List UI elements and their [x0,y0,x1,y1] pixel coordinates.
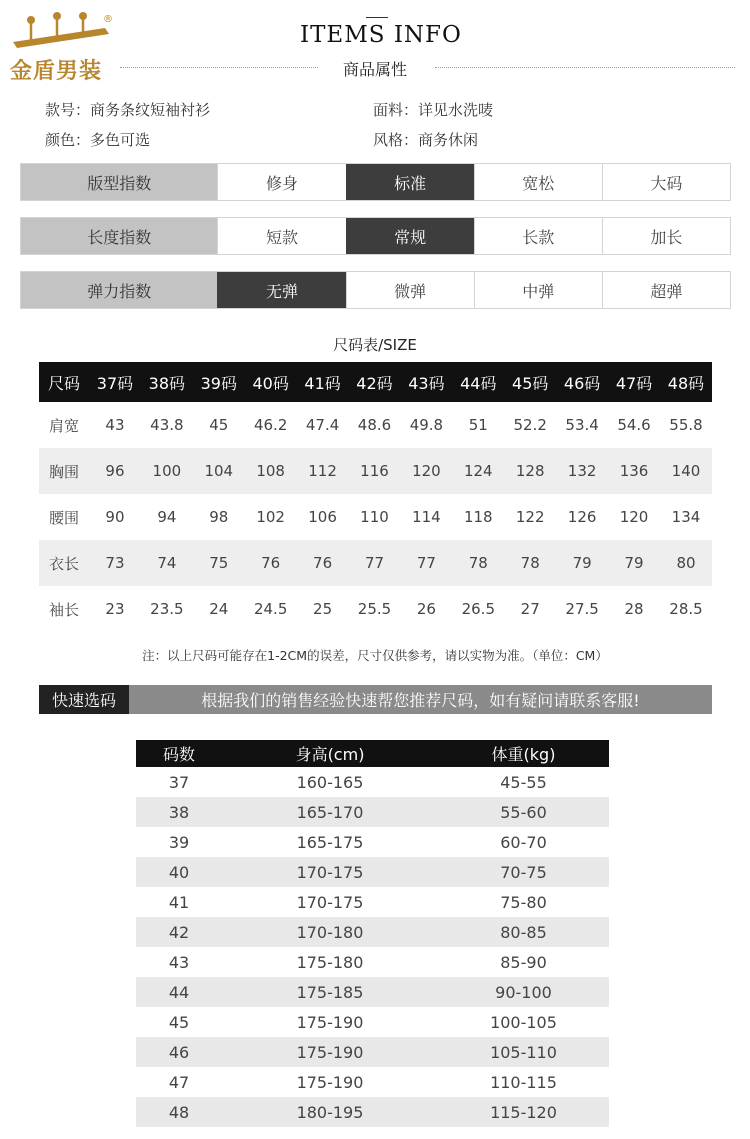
table-row [39,402,712,448]
table-cell: 23.5 [150,600,184,618]
rec-height: 175-190 [296,1072,364,1092]
table-cell: 104 [193,448,245,494]
table-row [39,540,712,586]
fit-index-row [20,163,731,201]
table-cell: 77 [400,540,452,586]
stretch-option-medium: 中弹 [474,272,602,308]
table-cell: 94 [157,508,177,526]
rec-size: 37 [168,772,190,792]
rec-weight: 90-100 [438,977,609,1007]
rec-weight: 85-90 [500,952,547,972]
rec-header-row [136,740,609,767]
row-label-chest: 胸围 [39,448,89,494]
table-cell: 78 [504,540,556,586]
size-header-cell: 40码 [245,362,297,402]
rec-size: 48 [136,1097,222,1127]
quick-pick-label: 快速选码 [39,685,129,714]
rec-size: 46 [136,1037,222,1067]
fit-option-loose: 宽松 [474,164,602,200]
table-cell: 43.8 [150,416,184,434]
table-row [136,1007,609,1037]
table-cell: 23 [105,600,125,618]
table-cell: 45 [209,416,229,434]
rec-weight: 45-55 [500,772,547,792]
table-cell: 25 [313,600,333,618]
rec-height: 170-175 [296,892,364,912]
table-row [136,857,609,887]
size-chart-title: 尺码表/SIZE [333,336,417,354]
fit-option-standard: 标准 [346,164,474,200]
table-cell: 49.8 [409,416,444,434]
table-cell: 128 [504,448,556,494]
rec-weight: 55-60 [438,797,609,827]
table-cell: 80 [660,540,712,586]
size-header-cell: 尺码 [39,362,89,402]
table-row [39,448,712,494]
size-header-cell: 42码 [349,362,401,402]
rec-size: 39 [168,832,190,852]
rec-weight: 110-115 [490,1072,557,1092]
table-cell: 48.6 [357,416,392,434]
table-row [136,917,609,947]
table-cell: 122 [515,508,545,526]
fit-index-label: 版型指数 [21,164,217,200]
table-cell: 90 [105,508,125,526]
table-cell: 102 [256,508,285,526]
attr-color: 颜色：多色可选 [45,131,151,149]
table-row [39,586,712,632]
table-cell: 134 [671,508,701,526]
attr-fabric: 面料：详见水洗唛 [373,101,494,119]
rec-height: 180-195 [222,1097,438,1127]
table-cell: 126 [567,508,597,526]
table-cell: 116 [349,448,401,494]
quick-pick-text: 根据我们的销售经验快速帮您推荐尺码，如有疑问请联系客服! [201,691,640,710]
table-cell: 79 [556,540,608,586]
table-cell: 54.6 [617,416,651,434]
table-cell: 114 [412,508,441,526]
dotted-divider-right [435,67,735,68]
quick-pick-bar [39,685,712,714]
table-cell: 26 [416,600,436,618]
rec-weight: 105-110 [438,1037,609,1067]
table-cell: 112 [297,448,349,494]
table-cell: 140 [660,448,712,494]
table-cell: 47.4 [305,416,340,434]
table-cell: 25.5 [357,600,392,618]
size-header-cell: 39码 [193,362,245,402]
table-row [136,977,609,1007]
fit-option-slim: 修身 [217,164,345,200]
rec-height: 175-180 [296,952,364,972]
row-label-waist: 腰围 [48,508,79,527]
stretch-index-row [20,271,731,309]
rec-weight: 80-85 [438,917,609,947]
length-option-long: 长款 [474,218,602,254]
stretch-option-super: 超弹 [602,272,730,308]
dotted-divider-left [120,67,318,68]
size-header-cell: 44码 [452,362,504,402]
table-cell: 98 [209,508,229,526]
table-cell: 26.5 [461,600,495,618]
size-header-cell: 46码 [556,362,608,402]
rec-size: 44 [136,977,222,1007]
rec-height: 175-190 [296,1012,364,1032]
size-header-cell: 37码 [89,362,141,402]
table-cell: 77 [349,540,401,586]
rec-header-size: 码数 [136,740,222,767]
table-cell: 28.5 [669,600,703,618]
rec-size: 42 [136,917,222,947]
crown-icon [5,8,115,54]
table-cell: 108 [245,448,297,494]
row-label-length: 衣长 [39,540,89,586]
table-row [136,1067,609,1097]
rec-header-height: 身高(cm) [222,740,438,767]
table-cell: 120 [400,448,452,494]
table-cell: 100 [141,448,193,494]
table-cell: 24 [209,600,229,618]
length-index-label: 长度指数 [21,218,217,254]
size-chart-table [39,362,712,632]
table-row [39,494,712,540]
table-cell: 132 [556,448,608,494]
page-title-en: ITEMS INFO [300,22,462,48]
table-row [136,797,609,827]
table-cell: 73 [89,540,141,586]
table-cell: 27.5 [565,600,599,618]
table-cell: 76 [297,540,349,586]
rec-size: 40 [136,857,222,887]
length-index-row [20,217,731,255]
stretch-index-label: 弹力指数 [21,272,217,308]
table-row [136,767,609,797]
rec-weight: 75-80 [500,892,547,912]
size-header-cell: 47码 [608,362,660,402]
table-row [136,887,609,917]
table-cell: 78 [452,540,504,586]
length-option-extra-long: 加长 [602,218,730,254]
rec-size: 45 [168,1012,190,1032]
table-cell: 51 [468,416,488,434]
table-cell: 43 [105,416,125,434]
rec-weight: 100-105 [490,1012,557,1032]
table-cell: 136 [608,448,660,494]
table-cell: 118 [463,508,493,526]
size-header-cell: 48码 [660,362,712,402]
table-cell: 52.2 [513,416,547,434]
table-cell: 53.4 [565,416,599,434]
table-cell: 124 [452,448,504,494]
attr-style: 风格：商务休闲 [373,131,479,149]
table-row [136,947,609,977]
table-cell: 75 [193,540,245,586]
rec-header-weight: 体重(kg) [438,740,609,767]
rec-size: 41 [168,892,190,912]
size-recommendation-table [136,740,609,1127]
rec-height: 165-170 [222,797,438,827]
table-cell: 110 [360,508,389,526]
fit-option-plus: 大码 [602,164,730,200]
table-row [136,1037,609,1067]
table-cell: 55.8 [669,416,703,434]
table-cell: 24.5 [253,600,288,618]
size-header-cell: 43码 [400,362,452,402]
stretch-option-slight: 微弹 [346,272,474,308]
rec-height: 170-180 [222,917,438,947]
table-cell: 46.2 [253,416,288,434]
rec-height: 165-175 [296,832,364,852]
table-cell: 74 [141,540,193,586]
table-cell: 96 [89,448,141,494]
rec-size: 43 [168,952,190,972]
size-chart-note: 注：以上尺码可能存在1-2CM的误差，尺寸仅供参考，请以实物为准。（单位：CM） [142,648,608,663]
registered-mark: ® [103,14,113,25]
table-row [136,827,609,857]
rec-size: 47 [168,1072,190,1092]
stretch-option-none: 无弹 [217,272,345,308]
row-label-shoulder: 肩宽 [48,416,79,435]
table-cell: 120 [619,508,649,526]
rec-height: 175-190 [222,1037,438,1067]
rec-height: 175-185 [222,977,438,1007]
table-cell: 76 [245,540,297,586]
brand-name: 金盾男装 [10,59,103,84]
size-chart-header-row [39,362,712,402]
table-cell: 79 [608,540,660,586]
table-row [136,1097,609,1127]
page-title-cn: 商品属性 [342,60,407,79]
brand-logo [5,8,125,84]
size-header-cell: 38码 [141,362,193,402]
rec-height: 170-175 [222,857,438,887]
rec-size: 38 [136,797,222,827]
row-label-sleeve: 袖长 [48,600,79,619]
length-option-short: 短款 [217,218,345,254]
table-cell: 106 [308,508,337,526]
size-header-cell: 41码 [297,362,349,402]
rec-weight: 115-120 [438,1097,609,1127]
rec-weight: 70-75 [438,857,609,887]
length-option-regular: 常规 [346,218,474,254]
table-cell: 28 [624,600,644,618]
rec-weight: 60-70 [500,832,547,852]
table-cell: 27 [520,600,540,618]
rec-height: 160-165 [296,772,364,792]
title-rule [366,17,388,18]
attr-style-no: 款号：商务条纹短袖衬衫 [45,101,211,119]
size-header-cell: 45码 [504,362,556,402]
